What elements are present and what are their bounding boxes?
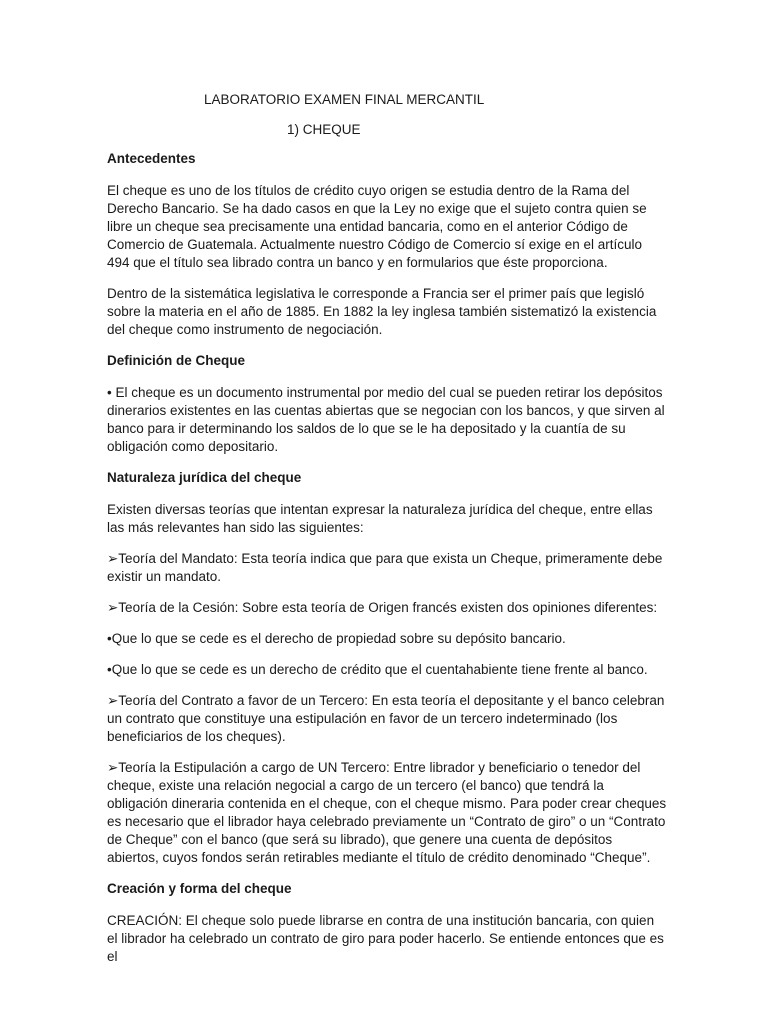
heading-definicion: Definición de Cheque <box>107 353 246 368</box>
paragraph-antecedentes-2: Dentro de la sistemática legislativa le corresponde a Francia ser el primer país que legisló sobre la materia en el año de 1885. En 1882 la ley inglesa también sistematizó la existencia del cheque como instrumento de negociación. <box>107 286 657 337</box>
paragraph-teoria-cesion: ➢Teoría de la Cesión: Sobre esta teoría de Origen francés existen dos opiniones diferentes: <box>107 600 658 615</box>
document-subtitle: 1) CHEQUE <box>287 122 361 137</box>
paragraph-teoria-estipulacion: ➢Teoría la Estipulación a cargo de UN Tercero: Entre librador y beneficiario o tenedor del cheque, existe una relación negocial a cargo de un tercero (el banco) que tendrá la obligación dineraria contenida en el cheque, con el cheque mismo. Para poder crear cheques es necesario que el librador haya celebrado previamente un “Contrato de giro” o un “Contrato de Cheque” con el banco (que será su librado), que genere una cuenta de depósitos abiertos, cuyos fondos serán retirables mediante el título de crédito denominado “Cheque”. <box>107 760 667 865</box>
paragraph-cesion-opinion-2: •Que lo que se cede es un derecho de crédito que el cuentahabiente tiene frente al banco. <box>107 662 648 677</box>
heading-naturaleza: Naturaleza jurídica del cheque <box>107 470 302 485</box>
paragraph-creacion: CREACIÓN: El cheque solo puede librarse en contra de una institución bancaria, con quien el librador ha celebrado un contrato de giro para poder hacerlo. Se entiende entonces que es el <box>107 913 664 964</box>
heading-antecedentes: Antecedentes <box>107 151 196 166</box>
document-title: LABORATORIO EXAMEN FINAL MERCANTIL <box>204 92 485 107</box>
document-body <box>107 150 667 979</box>
paragraph-antecedentes-1: El cheque es uno de los títulos de crédito cuyo origen se estudia dentro de la Rama del Derecho Bancario. Se ha dado casos en que la Ley no exige que el sujeto contra quien se libre un cheque sea precisamente una entidad bancaria, como en el anterior Código de Comercio de Guatemala. Actualmente nuestro Código de Comercio sí exige en el artículo 494 que el título sea librado contra un banco y en formularios que éste proporciona. <box>107 183 647 270</box>
paragraph-teoria-mandato: ➢Teoría del Mandato: Esta teoría indica que para que exista un Cheque, primeramente debe existir un mandato. <box>107 551 663 584</box>
paragraph-naturaleza-intro: Existen diversas teorías que intentan expresar la naturaleza jurídica del cheque, entre ellas las más relevantes han sido las siguientes: <box>107 502 653 535</box>
heading-creacion: Creación y forma del cheque <box>107 881 292 896</box>
paragraph-teoria-contrato: ➢Teoría del Contrato a favor de un Tercero: En esta teoría el depositante y el banco celebran un contrato que constituye una estipulación en favor de un tercero indeterminado (los beneficiarios de los cheques). <box>107 693 665 744</box>
paragraph-definicion: • El cheque es un documento instrumental por medio del cual se pueden retirar los depósitos dinerarios existentes en las cuentas abiertas que se negocian con los bancos, y que sirven al banco para ir determinando los saldos de lo que se le ha depositado y la cuantía de su obligación como depositario. <box>107 385 665 454</box>
paragraph-cesion-opinion-1: •Que lo que se cede es el derecho de propiedad sobre su depósito bancario. <box>107 631 566 646</box>
